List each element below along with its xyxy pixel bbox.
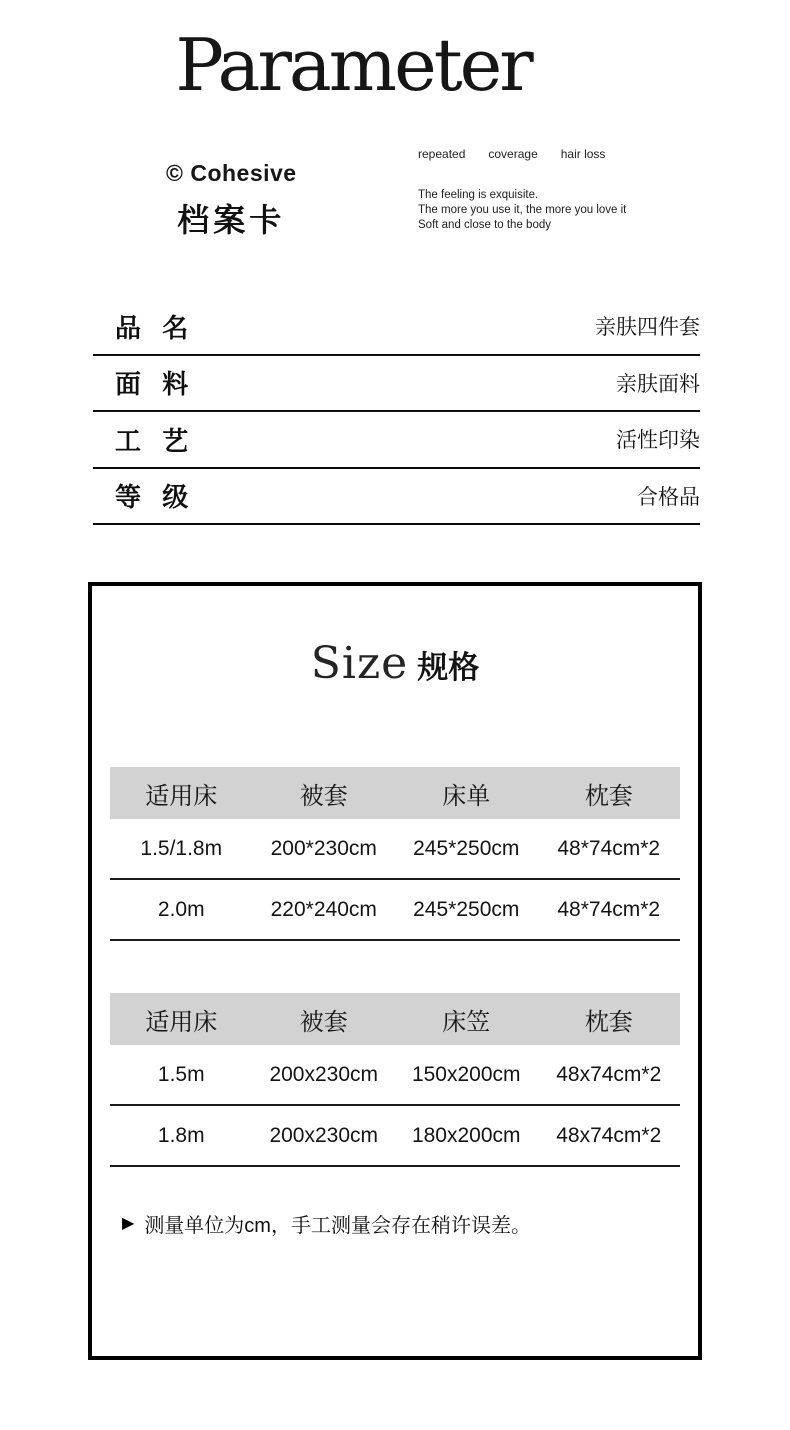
size-table-flat-sheet [110, 767, 680, 941]
size-title-zh: 规格 [417, 650, 480, 685]
table-row [93, 356, 700, 413]
cell-flat-sheet-size: 245*250cm [413, 897, 520, 921]
col-header-flat-sheet: 床单 [442, 782, 491, 810]
brand-name: © Cohesive [166, 160, 297, 186]
size-table-fitted-sheet [110, 993, 680, 1167]
keyword-hair-loss: hair loss [560, 147, 606, 161]
header-right-block [418, 147, 648, 233]
col-header-bed: 适用床 [145, 782, 218, 810]
keyword-row [418, 147, 648, 161]
spec-label-craft: 工 艺 [115, 425, 189, 456]
cell-flat-sheet-size: 245*250cm [413, 836, 520, 860]
spec-label-grade: 等 级 [115, 482, 189, 513]
spec-label-fabric: 面 料 [115, 369, 189, 400]
col-header-pillowcase: 枕套 [584, 782, 633, 810]
cell-quilt-cover-size: 220*240cm [270, 897, 377, 921]
cell-bed-size: 1.5m [157, 1062, 205, 1086]
spec-value-fabric: 亲肤面料 [616, 372, 700, 396]
cell-fitted-sheet-size: 180x200cm [411, 1123, 521, 1147]
cell-quilt-cover-size: 200x230cm [269, 1123, 379, 1147]
table-header-row [110, 767, 680, 819]
cell-pillowcase-size: 48x74cm*2 [556, 1062, 662, 1086]
cell-pillowcase-size: 48x74cm*2 [556, 1123, 662, 1147]
measurement-note-text: 测量单位为cm，手工测量会存在稍许误差。 [144, 1215, 531, 1237]
table-row [110, 1045, 680, 1106]
tagline-line: The more you use it, the more you love it [418, 204, 627, 216]
page-title: Parameter [175, 23, 531, 107]
table-row [110, 819, 680, 880]
table-row [93, 299, 700, 356]
table-row [110, 880, 680, 941]
brand-subtitle: 档案卡 [177, 202, 286, 238]
keyword-repeated: repeated [418, 147, 466, 161]
spec-value-craft: 活性印染 [616, 429, 700, 453]
tagline-line: The feeling is exquisite. [418, 189, 539, 201]
col-header-quilt-cover: 被套 [299, 1008, 348, 1036]
spec-value-grade: 合格品 [637, 485, 700, 509]
col-header-fitted-sheet: 床笠 [442, 1008, 491, 1036]
size-title-en: Size [310, 638, 409, 689]
cell-pillowcase-size: 48*74cm*2 [557, 836, 661, 860]
spec-table [93, 299, 700, 525]
cell-fitted-sheet-size: 150x200cm [411, 1062, 521, 1086]
col-header-pillowcase: 枕套 [584, 1008, 633, 1036]
cell-bed-size: 1.8m [157, 1123, 205, 1147]
table-row [93, 469, 700, 526]
triangle-right-icon: ▶ [122, 1214, 135, 1232]
tagline-line: Soft and close to the body [418, 219, 551, 231]
col-header-bed: 适用床 [145, 1008, 218, 1036]
cell-bed-size: 2.0m [157, 897, 205, 921]
cell-quilt-cover-size: 200x230cm [269, 1062, 379, 1086]
table-header-row [110, 993, 680, 1045]
table-row [110, 1106, 680, 1167]
spec-label-product-name: 品 名 [115, 312, 189, 343]
spec-value-product-name: 亲肤四件套 [595, 316, 700, 340]
cell-bed-size: 1.5/1.8m [140, 836, 223, 860]
measurement-note [122, 1209, 698, 1238]
size-section-title [92, 638, 698, 689]
brand-block [166, 160, 297, 241]
tagline [418, 188, 648, 233]
cell-pillowcase-size: 48*74cm*2 [557, 897, 661, 921]
cell-quilt-cover-size: 200*230cm [270, 836, 377, 860]
keyword-coverage: coverage [488, 147, 538, 161]
size-section [88, 582, 702, 1360]
table-row [93, 412, 700, 469]
col-header-quilt-cover: 被套 [299, 782, 348, 810]
